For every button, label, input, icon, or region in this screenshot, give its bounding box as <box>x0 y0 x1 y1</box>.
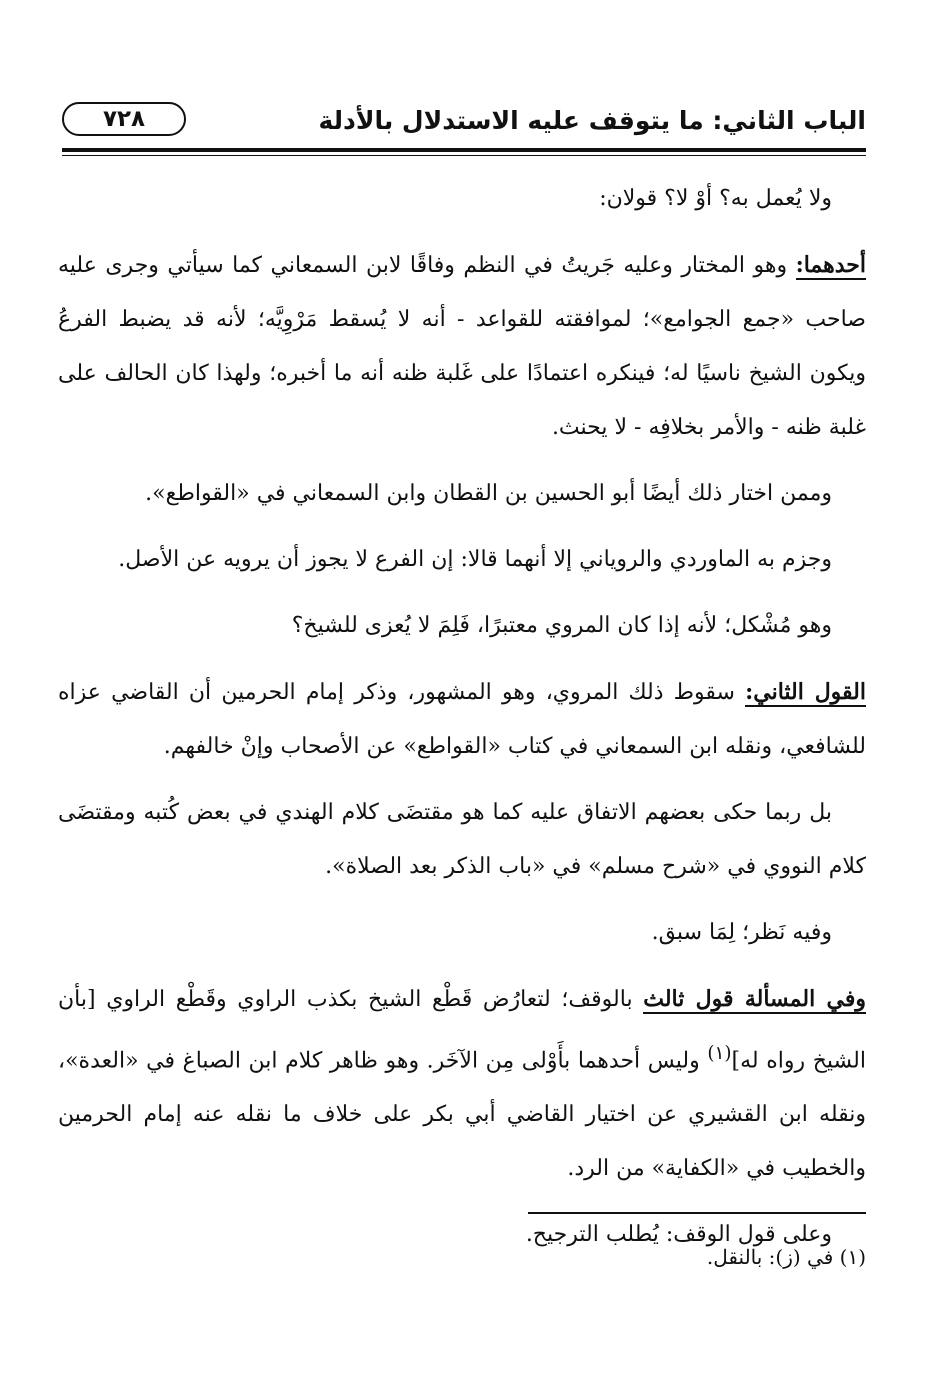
paragraph-lead: أحدهما: <box>795 252 866 278</box>
page-number-badge <box>62 102 186 136</box>
header-rule-thin <box>62 155 866 156</box>
running-title: الباب الثاني: ما يتوقف عليه الاستدلال بالأدلة <box>318 106 866 135</box>
footnote: (١) في (ز): بالنقل. <box>706 1245 866 1269</box>
page-header <box>62 100 866 148</box>
paragraph: وممن اختار ذلك أيضًا أبو الحسين بن القطان وابن السمعاني في «القواطع». <box>145 481 832 506</box>
paragraph: أحدهما: وهو المختار وعليه جَريتُ في النظم وفاقًا لابن السمعاني كما سيأتي وجرى عليه صاحب «جمع الجوامع»؛ لموافقته للقواعد - أنه لا يُسقط مَرْوِيَّه؛ لأنه قد يضبط الفرعُ ويكون الشيخ ناسيًا له؛ فينكره اعتمادًا على غَلبة ظنه أنه ما أخبره؛ ولهذا كان الحالف على غلبة ظنه - والأمر بخلافِه - لا يحنث. <box>58 252 866 440</box>
paragraph: وعلى قول الوقف: يُطلب الترجيح. <box>525 1222 832 1248</box>
paragraph-lead: القول الثاني: <box>745 679 866 705</box>
footnote-ref: (١) <box>707 1043 732 1064</box>
footnote-separator <box>528 1212 866 1214</box>
paragraph: بل ربما حكى بعضهم الاتفاق عليه كما هو مقتضَى كلام الهندي في بعض كُتبه ومقتضَى كلام النووي في «شرح مسلم» في «باب الذكر بعد الصلاة». <box>58 800 866 879</box>
header-rule <box>62 148 866 152</box>
paragraph: ولا يُعمل به؟ أوْ لا؟ قولان: <box>599 186 832 211</box>
paragraph: وفي المسألة قول ثالث بالوقف؛ لتعارُض قَطْع الشيخ بكذب الراوي وقَطْع الراوي [بأن الشيخ رواه له]$^{(١)}$ وليس أحدهما بأَوْلى مِن الآخَر. وهو ظاهر كلام ابن الصباغ في «العدة»، ونقله ابن القشيري عن اختيار القاضي أبي بكر على خلاف ما نقله عنه إمام الحرمين والخطيب في «الكفاية» من الرد. <box>58 986 866 1182</box>
main-text <box>58 172 866 1274</box>
paragraph: القول الثاني: سقوط ذلك المروي، وهو المشهور، وذكر إمام الحرمين أن القاضي عزاه للشافعي، ونقله ابن السمعاني في كتاب «القواطع» عن الأصحاب وإنْ خالفهم. <box>58 679 866 759</box>
paragraph-lead: وفي المسألة قول ثالث <box>643 986 866 1012</box>
paragraph: وهو مُشْكل؛ لأنه إذا كان المروي معتبرًا، فَلِمَ لا يُعزى للشيخ؟ <box>291 613 832 638</box>
paragraph: وفيه نَظر؛ لِمَا سبق. <box>651 920 832 945</box>
page-number: ٧٢٨ <box>102 106 146 132</box>
paragraph: وجزم به الماوردي والروياني إلا أنهما قالا: إن الفرع لا يجوز أن يرويه عن الأصل. <box>118 547 832 572</box>
